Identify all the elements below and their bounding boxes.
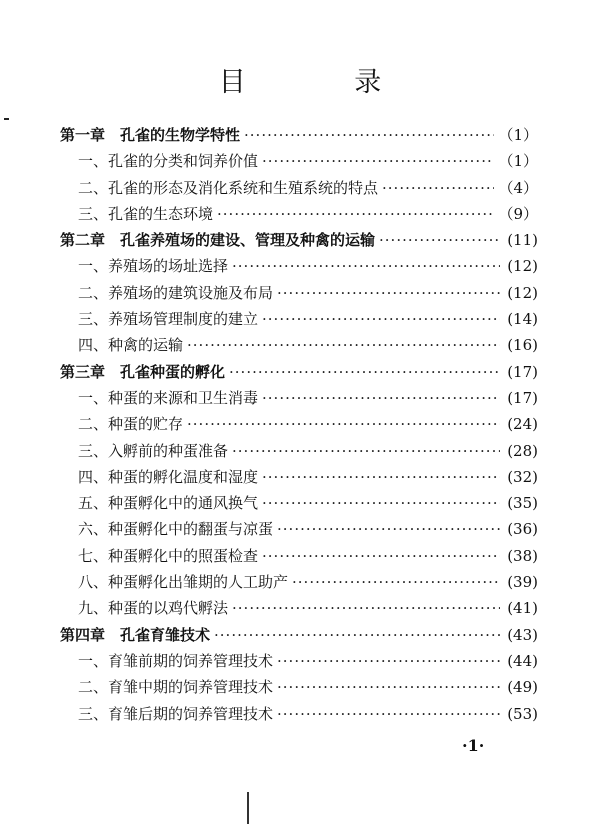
dot-leader: [277, 516, 500, 542]
toc-entry-page: （1）: [498, 152, 538, 171]
toc-entry-label: 四、种蛋的孵化温度和湿度: [78, 467, 259, 486]
toc-entry-page: (41): [507, 599, 538, 618]
dot-leader: [277, 674, 500, 700]
page-title: 目 录: [218, 67, 432, 98]
toc-section-entry[interactable]: [60, 332, 538, 358]
toc-section-entry[interactable]: [60, 648, 538, 674]
toc-section-entry[interactable]: [60, 674, 538, 700]
dot-leader: [277, 648, 500, 674]
toc-entry-page: (38): [507, 546, 538, 565]
toc-entry-label: 第三章 孔雀种蛋的孵化: [60, 362, 226, 381]
dot-leader: [292, 569, 500, 595]
toc-entry-page: (24): [507, 415, 538, 434]
toc-entry-label: 八、种蛋孵化出雏期的人工助产: [78, 573, 289, 592]
toc-section-entry[interactable]: [60, 490, 538, 516]
toc-entry-label: 二、育雏中期的饲养管理技术: [78, 678, 274, 697]
toc-entry-label: 六、种蛋孵化中的翻蛋与凉蛋: [78, 520, 274, 539]
toc-section-entry[interactable]: [60, 543, 538, 569]
dot-leader: [382, 175, 494, 201]
toc-entry-label: 二、种蛋的贮存: [78, 415, 184, 434]
toc-entry-label: 一、育雏前期的饲养管理技术: [78, 651, 274, 670]
dot-leader: [232, 438, 500, 464]
toc-entry-label: 三、入孵前的种蛋准备: [78, 441, 229, 460]
toc-entry-label: 三、育雏后期的饲养管理技术: [78, 704, 274, 723]
dot-leader: [379, 227, 500, 253]
dot-leader: [262, 543, 500, 569]
dot-leader: [262, 490, 500, 516]
dot-leader: [262, 464, 500, 490]
toc-entry-label: 五、种蛋孵化中的通风换气: [78, 494, 259, 513]
toc-entry-label: 第四章 孔雀育雏技术: [60, 625, 211, 644]
toc-entry-label: 三、孔雀的生态环境: [78, 204, 214, 223]
dot-leader: [187, 411, 500, 437]
toc-entry-label: 第一章 孔雀的生物学特性: [60, 126, 241, 144]
toc-entry-page: (28): [507, 441, 538, 460]
toc-entry-page: (12): [507, 283, 538, 302]
toc-entry-label: 四、种禽的运输: [78, 336, 184, 355]
toc-section-entry[interactable]: [60, 701, 538, 727]
table-of-contents: [60, 122, 538, 727]
page-number: ·1·: [462, 736, 485, 755]
toc-entry-page: (49): [507, 678, 538, 697]
toc-section-entry[interactable]: [60, 411, 538, 437]
toc-entry-page: （9）: [498, 204, 538, 223]
toc-section-entry[interactable]: [60, 306, 538, 332]
toc-entry-label: 七、种蛋孵化中的照蛋检查: [78, 546, 259, 565]
toc-entry-page: (16): [507, 336, 538, 355]
dot-leader: [277, 280, 500, 306]
toc-entry-page: (11): [507, 231, 538, 250]
dot-leader: [262, 306, 500, 332]
toc-entry-page: （1）: [498, 126, 538, 144]
dot-leader: [214, 622, 500, 648]
toc-section-entry[interactable]: [60, 253, 538, 279]
dot-leader: [277, 701, 500, 727]
toc-chapter-entry[interactable]: [60, 622, 538, 648]
toc-entry-page: (44): [507, 651, 538, 670]
toc-section-entry[interactable]: [60, 438, 538, 464]
dot-leader: [262, 385, 500, 411]
toc-section-entry[interactable]: [60, 595, 538, 621]
dot-leader: [232, 595, 500, 621]
toc-entry-page: (36): [507, 520, 538, 539]
toc-section-entry[interactable]: [60, 175, 538, 201]
toc-section-entry[interactable]: [60, 148, 538, 174]
toc-entry-label: 三、养殖场管理制度的建立: [78, 310, 259, 329]
toc-entry-page: (39): [507, 573, 538, 592]
toc-chapter-entry[interactable]: [60, 359, 538, 385]
toc-section-entry[interactable]: [60, 385, 538, 411]
toc-entry-label: 一、养殖场的场址选择: [78, 257, 229, 276]
toc-chapter-entry[interactable]: [60, 122, 538, 148]
dot-leader: [232, 253, 500, 279]
dot-leader: [217, 201, 494, 227]
toc-section-entry[interactable]: [60, 201, 538, 227]
dot-leader: [187, 332, 500, 358]
toc-chapter-entry[interactable]: [60, 227, 538, 253]
toc-entry-label: 一、种蛋的来源和卫生消毒: [78, 388, 259, 407]
toc-entry-label: 九、种蛋的以鸡代孵法: [78, 599, 229, 618]
toc-section-entry[interactable]: [60, 516, 538, 542]
toc-entry-page: (17): [507, 362, 538, 381]
toc-entry-page: (14): [507, 310, 538, 329]
dot-leader: [229, 359, 500, 385]
margin-mark: [4, 118, 9, 120]
toc-entry-page: (35): [507, 494, 538, 513]
toc-section-entry[interactable]: [60, 280, 538, 306]
toc-entry-label: 二、养殖场的建筑设施及布局: [78, 283, 274, 302]
toc-entry-page: (53): [507, 704, 538, 723]
toc-entry-page: （4）: [498, 178, 538, 197]
binding-line: [247, 792, 249, 824]
toc-entry-label: 二、孔雀的形态及消化系统和生殖系统的特点: [78, 178, 379, 197]
toc-entry-page: (12): [507, 257, 538, 276]
toc-entry-page: (32): [507, 467, 538, 486]
toc-entry-label: 一、孔雀的分类和饲养价值: [78, 152, 259, 171]
toc-section-entry[interactable]: [60, 464, 538, 490]
dot-leader: [244, 122, 494, 148]
toc-entry-page: (43): [507, 625, 538, 644]
toc-entry-page: (17): [507, 388, 538, 407]
toc-section-entry[interactable]: [60, 569, 538, 595]
toc-entry-label: 第二章 孔雀养殖场的建设、管理及种禽的运输: [60, 231, 376, 250]
dot-leader: [262, 148, 494, 174]
